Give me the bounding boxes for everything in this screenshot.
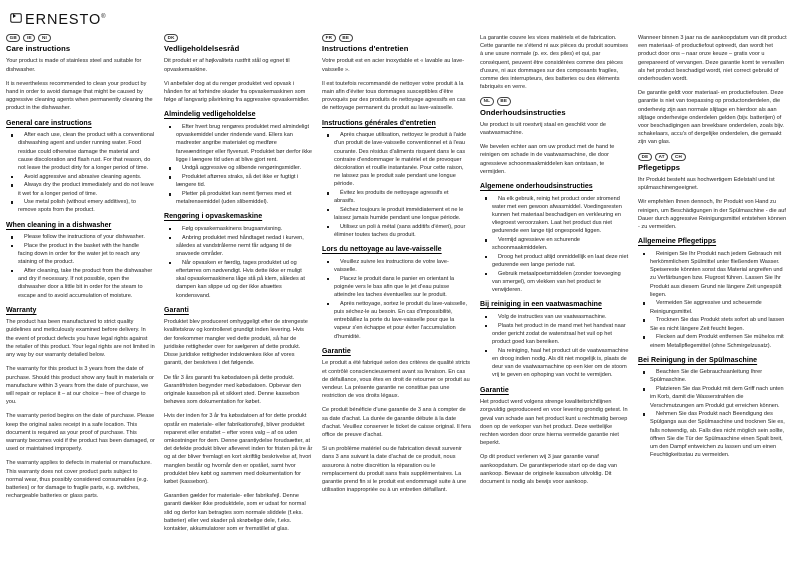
bullet-item: Use metal polish (without emery additives), to remove spots from the product. xyxy=(6,198,155,214)
col-nl xyxy=(480,34,629,492)
section-title: Pflegetipps xyxy=(638,163,681,173)
bullet-item: After cleaning, take the product from the dishwasher and dry if necessary. If not possible, open the dishwasher door a little bit in order for the steam to escape and to avoid accumulation of moisture. xyxy=(6,267,155,300)
bullet-item: Gebruik metaalpoetsmiddelen (zonder toevoeging van smergel), om vlekken van het product te verwijderen. xyxy=(480,270,629,295)
language-flag-nl: NL xyxy=(480,97,494,105)
subsection-heading: Allgemeine Pflegetipps xyxy=(638,238,717,246)
body-paragraph: Wanneer binnen 3 jaar na de aankoopdatum van dit product een materiaal- of productiefout optreedt, dan wordt het product door ons – naar onze keuze – gratis voor u gerepareerd of vervangen. Deze garantie komt te vervallen als het product beschadigd wordt, niet correct gebruikt of onderhouden wordt. xyxy=(638,35,787,83)
bullet-item: Vermeiden Sie aggressive und scheuernde Reinigungsmittel. xyxy=(638,299,787,315)
bullet-item: Na reiniging, haal het product uit de vaatwasmachine en droog indien nodig. Als dit niet mogelijk is, plaats de deur van de vaatwasmachine op een kier om de stoom vrij te geven en ophoping van vocht te vermijden. xyxy=(480,347,629,380)
col-en xyxy=(6,34,155,506)
subsection-heading: Algemene onderhoudsinstructies xyxy=(480,183,593,191)
bullet-item: Flecken auf dem Produkt entfernen Sie mühelos mit einem Metallpflegemittel (ohne Schmirgelzusatz). xyxy=(638,333,787,349)
bullet-item: Avoid aggressive and abrasive cleaning agents. xyxy=(6,173,155,181)
body-paragraph: La garantie couvre les vices matériels et de fabrication. Cette garantie ne s'étend ni aux pièces du produit soumises à une usure normale (p. ex. des piles) et qui, par conséquent, peuvent être considérées comme des pièces d'usure, ni aux dommages sur des composants fragiles, comme des interrupteurs, des batteries ou des éléments fabriqués en verre. xyxy=(480,35,629,91)
bullet-item: Anbring produktet med håndtaget nedad i kurven, således at vandstrålerne nemt får adgang til de snavsede områder. xyxy=(164,234,313,259)
body-paragraph: De garantie geldt voor materiaal- en productiefouten. Deze garantie is niet van toepassing op productonderdelen, die onderhevig zijn aan normale slijtage en hierdoor als aan slijtage onderhevige onderdelen gelden (bijv. batterijen) of voor beschadigingen aan breekbare onderdelen, zoals bijv. schakelaars, accu's of dergelijke onderdelen, die gemaakt zijn van glas. xyxy=(638,90,784,146)
bullet-item: Når opvasken er færdig, tages produktet ud og eftertørres om nødvendigt. Hvis dette ikke er muligt skal opvaskemaskinens låge stå på klem, således at dampen kan slippe ud og der ikke afsættes kondensvand. xyxy=(164,259,313,300)
body-paragraph: The warranty applies to defects in material or manufacture. This warranty does not cover product parts subject to normal wear, thus possibly considered consumables (e.g. batteries) or for damage to fragile parts, e.g. switches, rechargeable batteries or glass parts. xyxy=(6,460,152,500)
bullet-list xyxy=(322,131,471,239)
bullet-item: Pletter på produktet kan nemt fjernes med et metalrensemiddel (uden slibemiddel). xyxy=(164,190,313,206)
language-flag-de: DE xyxy=(638,153,652,161)
bullet-list xyxy=(638,368,787,459)
body-paragraph: Garantien gælder for materiale- eller fabriksfejl. Denne garanti dækker ikke produktdele, som er udsat for normal slid og derfor kan betragtes som normale sliddele (f.eks. batterier) eller ved skader på skrøbelige dele, f.eks. kontakter, akkumulatorer som er fremstillet af glas. xyxy=(164,493,306,532)
bullet-item: Place the product in the basket with the handle facing down in order for the water jet to reach any staining of the product. xyxy=(6,242,155,267)
section-title: Vedligeholdelsesråd xyxy=(164,44,240,54)
language-flag-dk: DK xyxy=(164,34,178,42)
bullet-list xyxy=(164,123,313,207)
bullet-item: Veuillez suivre les instructions de votre lave-vaisselle. xyxy=(322,258,471,274)
body-paragraph: De får 3 års garanti fra købsdatoen på dette produkt. Garantifristen begynder med købsdatoen. Opbevar den originale kassebon på et sikkert sted. Denne kassebon behøves som dokumentation for købet. xyxy=(164,374,301,406)
bullet-item: Produktet aftørres straks, så det ikke er fugtigt i længere tid. xyxy=(164,173,313,189)
subsection-heading: Instructions générales d'entretien xyxy=(322,119,436,127)
body-paragraph: Uw product is uit roestvrij staal en geschikt voor de vaatwasmachine. xyxy=(480,121,606,137)
bullet-item: Volg de instructies van uw vaatwasmachine. xyxy=(480,313,629,321)
bullet-item: Undgå aggressive og slibende rengøringsmidler. xyxy=(164,164,313,172)
body-paragraph: Vi anbefaler dog at du rengør produktet ved opvask i hånden for at forhindre skader fra opvaskemaskinen som følge af langvarig påvirkning fra aggressive opvaskemidler. xyxy=(164,80,310,104)
subsection-heading: Lors du nettoyage au lave-vaisselle xyxy=(322,246,442,254)
brand-header xyxy=(10,10,796,30)
col-fr xyxy=(322,34,471,500)
body-paragraph: Ihr Produkt besteht aus hochwertigem Edelstahl und ist spülmaschinengeeignet. xyxy=(638,177,775,192)
body-paragraph: Op dit product verlenen wij 3 jaar garantie vanaf aankoopdatum. De garantieperiode start op de dag van aankoop. Bewaar de originele kassabon uitvoldig. Dit document is nodig als bewijs voor aankoop. xyxy=(480,454,618,485)
bullet-item: Vermijd agressieve en schurende schoonmaakmiddelen. xyxy=(480,236,629,252)
section-title: Instructions d'entretien xyxy=(322,44,409,54)
bullet-item: Platzieren Sie das Produkt mit dem Griff nach unten im Korb, damit die Wasserstrahlen die Verschmutzungen am Produkt gut erreichen können. xyxy=(638,385,787,410)
bullet-item: Utilisez un poli à métal (sans additifs d'émeri), pour éliminer toutes taches du produit. xyxy=(322,223,471,239)
brand-trademark: ® xyxy=(101,14,106,20)
language-columns xyxy=(6,34,796,539)
subsection-heading: Garantie xyxy=(480,386,509,394)
body-paragraph: Het product werd volgens strenge kwaliteitsrichtlijnen zorgvuldig geproduceerd en voor levering grondig getest. In geval van schade aan het product kunt u rechtmatig beroep doen op de verkoper van het product. Deze wettelijke rechten worden door onze hierna vermelde garantie niet beperkt. xyxy=(480,399,628,447)
bullet-item: Na elk gebruik, reinig het product onder stromend water met een gewoon afwasmiddel. Voedingsresten kunnen het materiaal beschadigen en verkleuring en vliegroest veroorzaken. Laat het product dus niet gedurende een lange tijd ongespoeld liggen. xyxy=(480,195,629,236)
bullet-item: After each use, clean the product with a conventional dishwashing agent and under running water. Food residue could otherwise damage the material and cause discoloration and flash rust. For that reason, do not leave the product dirty for a longer period of time. xyxy=(6,131,155,172)
bullet-item: Après chaque utilisation, nettoyez le produit à l'aide d'un produit de lave-vaisselle conventionnel et à l'eau courante. Des résidus d'aliments risquent dans le cas contraire d'endommager le matériel et de provoquer décoloration et rouille instantanée. Pour cette raison, ne laissez pas le produit sale pendant une longue période. xyxy=(322,131,471,188)
bullet-item: Always dry the product immediately and do not leave it wet for a longer period of time. xyxy=(6,181,155,197)
body-paragraph: Votre produit est en acier inoxydable et « lavable au lave-vaisselle ». xyxy=(322,58,465,73)
brand-wordmark: ERNESTO xyxy=(25,11,102,28)
bullet-item: Trocknen Sie das Produkt stets sofort ab und lassen Sie es nicht längere Zeit feucht liegen. xyxy=(638,316,787,332)
subsection-heading: Bij reiniging in een vaatwasmachine xyxy=(480,301,602,309)
body-paragraph: Dit produkt er af højkvalitets rustfrit stål og egnet til opvaskemaskine. xyxy=(164,58,290,73)
subsection-heading: Warranty xyxy=(6,306,37,314)
bullet-item: Please follow the instructions of your dishwasher. xyxy=(6,233,155,241)
subsection-heading: General care instructions xyxy=(6,119,92,127)
language-flag-ch: CH xyxy=(671,153,685,161)
body-paragraph: Le produit a été fabriqué selon des critères de qualité stricts et contrôlé consciencieusement avant sa livraison. En cas de défaillance, vous êtes en droit de retourner ce produit au vendeur. La présente garantie ne constitue pas une restriction de vos droits légaux. xyxy=(322,360,471,400)
section-title: Care instructions xyxy=(6,44,71,54)
col-dk xyxy=(164,34,313,539)
body-paragraph: The warranty period begins on the date of purchase. Please keep the original sales receipt in a safe location. This document is required as your proof of purchase. This warranty becomes void if the product has been damaged, or used or maintained improperly. xyxy=(6,413,155,453)
body-paragraph: It is nevertheless recommended to clean your product by hand in order to avoid damage that might be caused by aggressive cleaning agents when permanently cleaning the product in the dishwasher. xyxy=(6,80,153,112)
bullet-item: Évitez les produits de nettoyage agressifs et abrasifs. xyxy=(322,189,471,205)
bullet-item: Beachten Sie die Gebrauchsanleitung Ihrer Spülmaschine. xyxy=(638,368,787,384)
language-flag-ie: IE xyxy=(23,34,35,42)
language-flag-group xyxy=(6,34,155,42)
section-title: Onderhoudsinstructies xyxy=(480,107,566,117)
body-paragraph: Il est toutefois recommandé de nettoyer votre produit à la main afin d'éviter tous dommages susceptibles d'être provoqués par des produits de nettoyage agressifs en cas de nettoyage permanent du produit au lave-vaisselle. xyxy=(322,80,466,112)
subsection-heading: Bei Reinigung in der Spülmaschine xyxy=(638,356,758,364)
ernesto-logo-icon xyxy=(10,12,22,24)
bullet-list xyxy=(6,233,155,300)
body-paragraph: Produktet blev produceret omhyggeligt efter de strengeste kvalitetskrav og kontrolleret grundigt inden levering. Hvis der forekommer mangler ved dette produkt, så har de juridiske rettigheder over for sælgeren af dette produkt. Disse juridiske rettigheder indskrænkes ikke af vores garanti, der beskrives i det følgende. xyxy=(164,319,308,367)
subsection-heading: Rengøring i opvaskemaskine xyxy=(164,213,263,221)
language-flag-group xyxy=(164,34,313,42)
bullet-list xyxy=(638,250,787,350)
body-paragraph: We bevelen echter aan om uw product met de hand te reinigen om schade in de vaatwasmachine, die door agressieve schoonmaakmiddelen kan ontstaan, te vermijden. xyxy=(480,144,615,175)
body-paragraph: Wir empfehlen Ihnen dennoch, Ihr Produkt von Hand zu reinigen, um Beschädigungen in der Spülmaschine - die auf Dauer durch aggressive Reinigungsmittel entstehen können - zu vermeiden. xyxy=(638,199,787,231)
language-flag-group xyxy=(322,34,471,42)
bullet-list xyxy=(480,313,629,380)
brand-name xyxy=(25,10,106,27)
bullet-item: Reinigen Sie Ihr Produkt nach jedem Gebrauch mit herkömmlichem Spülmittel unter fließendem Wasser. Speisereste könnten sonst das Material angreifen und zu Verfärbungen bzw. Flugrost führen. Lassen Sie Ihr Produkt aus diesem Grund nie längere Zeit ungespült liegen. xyxy=(638,250,787,299)
bullet-item: Placez le produit dans le panier en orientant la poignée vers le bas afin que le jet d'eau puisse atteindre les taches éventuelles sur le produit. xyxy=(322,275,471,300)
bullet-item: Efter hvert brug rengøres produktet med almindeligt opvaskemiddel under rindende vand. Ellers kan madrester angribe materialet og medføre farveændringer eller flyverust. Produktet bør derfor ikke ligge i længere tid uden at blive gjort rent. xyxy=(164,123,313,164)
bullet-list xyxy=(164,225,313,300)
body-paragraph: The product has been manufactured to strict quality guidelines and meticulously examined before delivery. In the event of product defects you have legal rights against the retailer of this product. Your legal rights are not limited in any way by our warranty detailed below. xyxy=(6,319,155,359)
col-de xyxy=(638,34,787,464)
bullet-item: Nehmen Sie das Produkt nach Beendigung des Spülgangs aus der Spülmaschine und trocknen Sie es, falls notwendig, ab. Falls dies nicht möglich sein sollte, öffnen Sie die Tür der Spülmaschine einen Spalt breit, um den Dampf entweichen zu lassen und um einen Feuchtigkeitsstau zu vermeiden. xyxy=(638,410,787,459)
subsection-heading: Garantie xyxy=(322,347,351,355)
body-paragraph: Ce produit bénéficie d'une garantie de 3 ans à compter de sa date d'achat. La durée de garantie débute à la date d'achat. Veuillez conserver le ticket de caisse original. Il fera office de preuve d'achat. xyxy=(322,407,471,438)
subsection-heading: When cleaning in a dishwasher xyxy=(6,221,112,229)
language-flag-ni: NI xyxy=(38,34,50,42)
subsection-heading: Garanti xyxy=(164,306,189,314)
body-paragraph: Si un problème matériel ou de fabrication devait survenir dans 3 ans suivant la date d'achat de ce produit, nous assurons à notre discrétion la réparation ou le remplacement du produit sans frais supplémentaires. La garantie prend fin si le produit est endommagé suite à une utilisation inappropriée ou à un entretien défaillant. xyxy=(322,446,467,494)
language-flag-group xyxy=(480,97,629,105)
language-flag-group xyxy=(638,153,787,161)
language-flag-be: BE xyxy=(497,97,511,105)
language-flag-fr: FR xyxy=(322,34,336,42)
bullet-list xyxy=(480,195,629,295)
bullet-item: Plaats het product in de mand met het handvat naar onder gericht zodat de waterstraal het vuil op het product goed kan bereiken. xyxy=(480,322,629,347)
language-flag-at: AT xyxy=(655,153,668,161)
bullet-item: Après nettoyage, sortez le produit du lave-vaisselle, puis séchez-le au besoin. En cas d'impossibilité, entrebâillez la porte du lave-vaisselle pour que la vapeur s'en échappe et pour éviter l'accumulation d'humidité. xyxy=(322,300,471,341)
body-paragraph: The warranty for this product is 3 years from the date of purchase. Should this product show any fault in materials or manufacture within 3 years from the date of purchase, we will repair or replace it – at our choice – free of charge to you. xyxy=(6,366,154,406)
language-flag-be: BE xyxy=(339,34,353,42)
bullet-item: Følg opvaskemaskinens brugsanvisning. xyxy=(164,225,313,233)
subsection-heading: Almindelig vedligeholdelse xyxy=(164,111,256,119)
body-paragraph: Your product is made of stainless steel and suitable for dishwasher. xyxy=(6,58,142,73)
bullet-item: Séchez toujours le produit immédiatement et ne le laissez jamais humide pendant une longue période. xyxy=(322,206,471,222)
bullet-list xyxy=(322,258,471,341)
bullet-list xyxy=(6,131,155,215)
bullet-item: Droog het product altijd onmiddellijk en laat deze niet gedurende een lange periode nat. xyxy=(480,253,629,269)
body-paragraph: Hvis der inden for 3 år fra købsdatoen af for dette produkt opstår en materiale- eller fabrikationsfejl, bliver produktet repareret eller erstattet – efter vores valg – af os uden omkostninger for dem. Denne garantiydelse forudsætter, at det defekte produkt bliver afleveret inden for fristen på tre år og at der bliver fremlagt en kort skriftlig beskrivelse af, hvori manglen består og hvornår den er opstået, samt hvor produktet blev købt og sammen med dokumentation for købet (kassebon). xyxy=(164,413,313,485)
language-flag-gb: GB xyxy=(6,34,20,42)
